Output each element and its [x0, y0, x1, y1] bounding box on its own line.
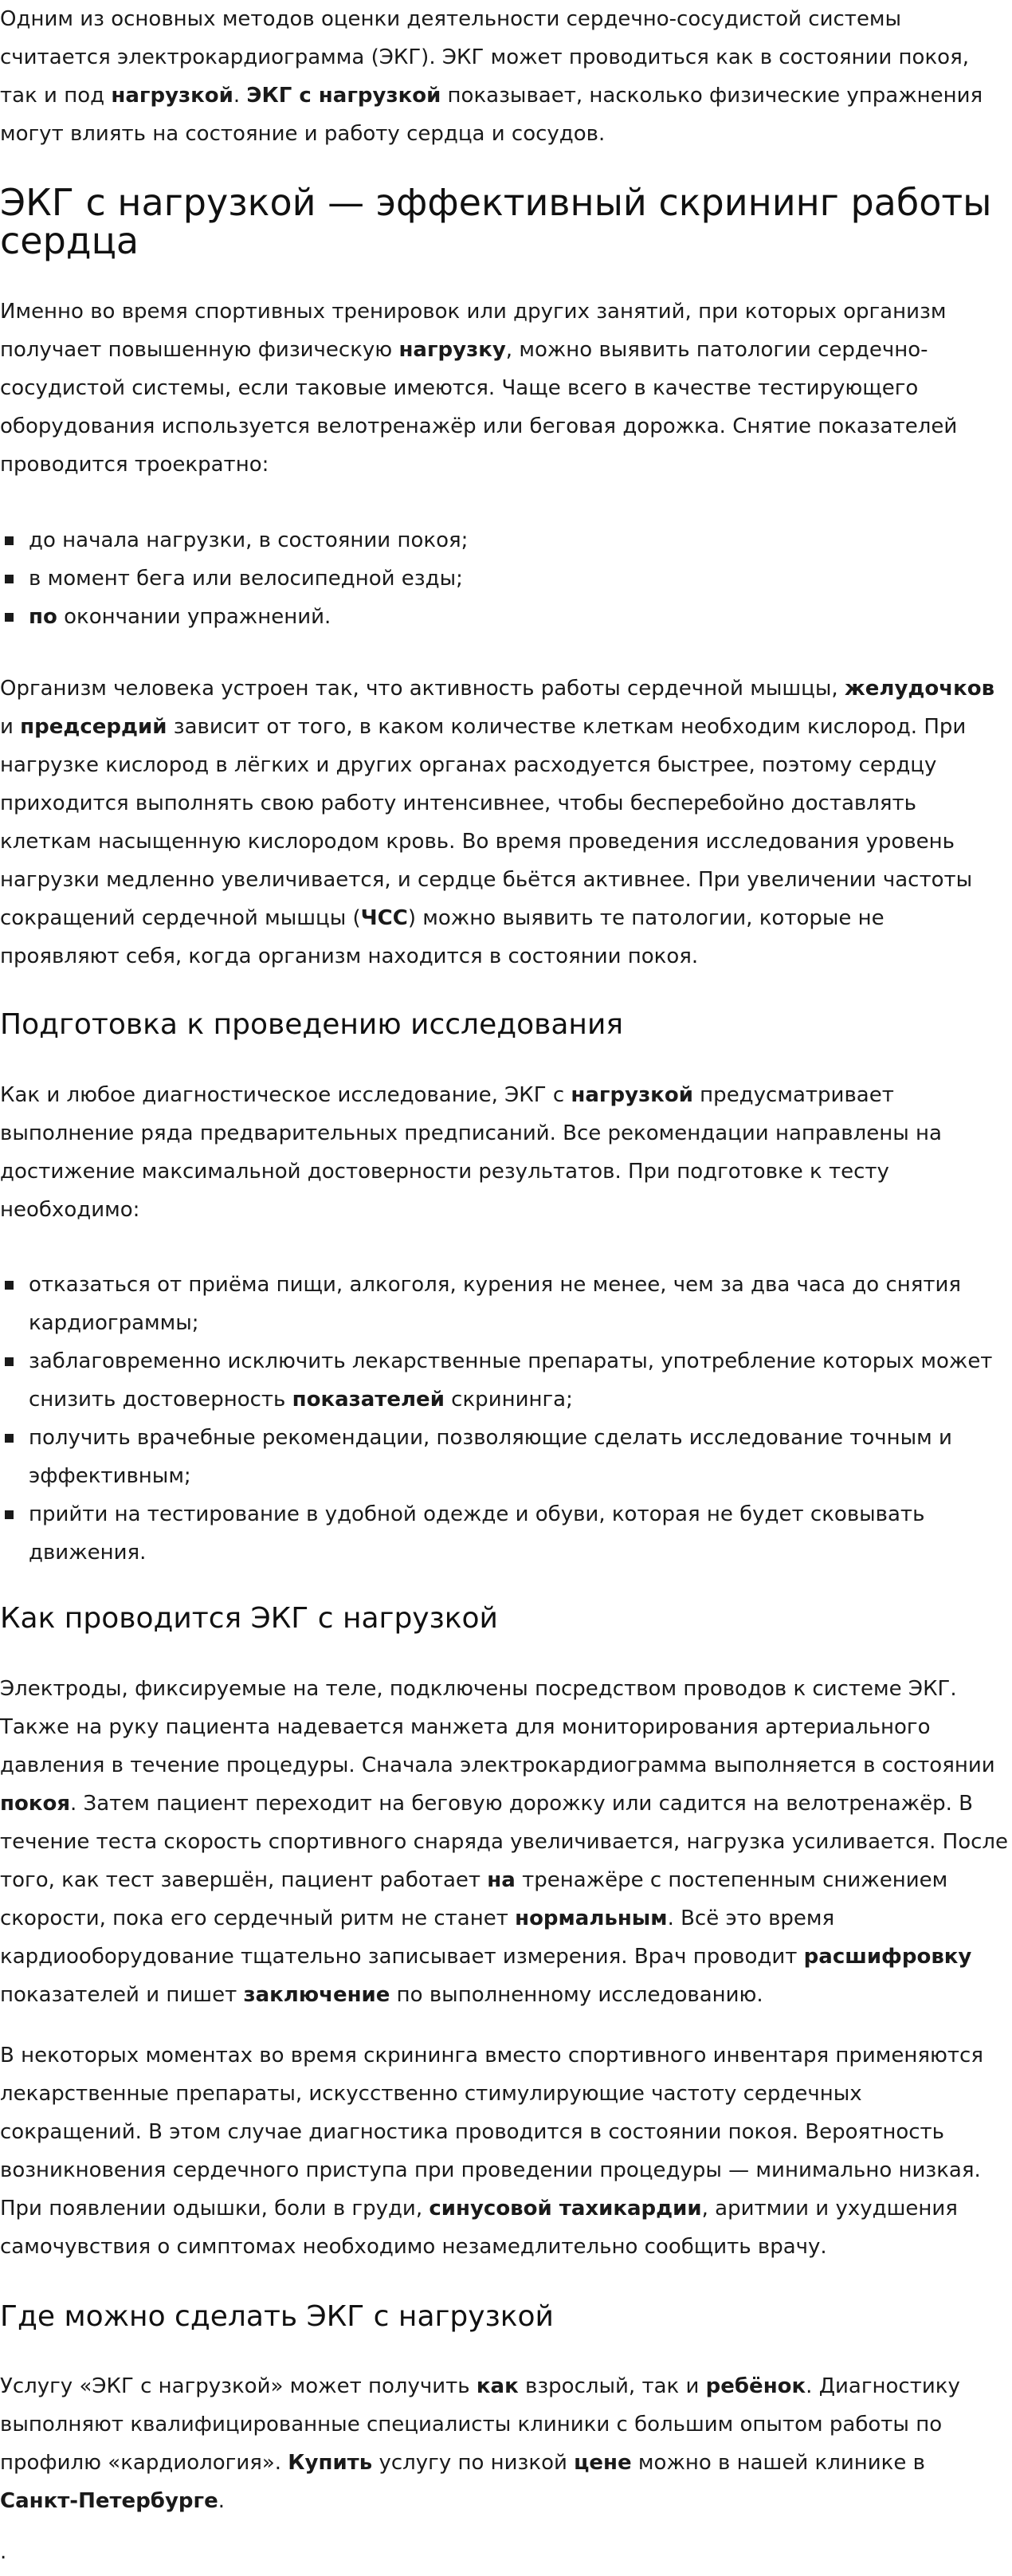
paragraph-where	[0, 2367, 1009, 2520]
bold-term: ЭКГ с нагрузкой	[246, 84, 441, 108]
intro-text: .	[233, 84, 247, 108]
bold-term: ЧСС	[360, 906, 408, 930]
paragraph-where-section	[0, 2367, 1009, 2520]
bold-term: желудочков	[844, 677, 995, 701]
list-item: до начала нагрузки, в состоянии покоя;	[0, 521, 1009, 560]
text: .	[218, 2489, 226, 2513]
list-prep	[0, 1266, 1009, 1572]
list-item: получить врачебные рекомендации, позволяющие сделать исследование точным и эффективным;	[0, 1419, 1009, 1495]
section-how	[0, 1600, 1009, 1638]
bold-term: нагрузкой	[571, 1083, 693, 1107]
section-screening	[0, 183, 1009, 260]
intro-text: показывает, насколько физические упражнения могут влиять на состояние и работу сердца и сосудов.	[0, 84, 983, 146]
text: по выполненному исследованию.	[390, 1983, 763, 2007]
bold-term: покоя	[0, 1792, 71, 1816]
text: можно в нашей клинике в	[631, 2451, 925, 2475]
text: . Диагностику выполняют квалифицированные специалисты клиники с большим опытом работы по профилю «кардиология».	[0, 2374, 960, 2475]
intro-section	[0, 0, 1009, 153]
intro-paragraph	[0, 0, 1009, 153]
paragraph-organism-section	[0, 670, 1009, 976]
list-item: прийти на тестирование в удобной одежде и обуви, которая не будет сковывать движения.	[0, 1495, 1009, 1572]
text: Как и любое диагностическое исследование, ЭКГ с	[0, 1083, 571, 1107]
bold-term: как	[476, 2374, 519, 2398]
paragraph-load	[0, 293, 1009, 484]
bold-term: по	[29, 605, 57, 629]
text: взрослый, так и	[518, 2374, 706, 2398]
text: заблаговременно исключить лекарственные препараты, употребление которых может снизить достоверность	[29, 1349, 993, 1412]
text: предусматривает выполнение ряда предварительных предписаний. Все рекомендации направлены на достижение максимальной достоверности результатов. При подготовке к тесту необходимо:	[0, 1083, 942, 1222]
paragraph-drugs-section	[0, 2036, 1009, 2266]
heading-how: Как проводится ЭКГ с нагрузкой	[0, 1602, 498, 1635]
text: Именно во время спортивных тренировок или других занятий, при которых организм получает повышенную физическую	[0, 300, 947, 362]
list-item	[0, 1342, 1009, 1419]
section-where	[0, 2298, 1009, 2336]
bold-term: расшифровку	[803, 1945, 972, 1969]
end-marker-section	[0, 2533, 1009, 2571]
bold-term: цене	[574, 2451, 632, 2475]
text: Организм человека устроен так, что активность работы сердечной мышцы,	[0, 677, 845, 701]
paragraph-how-section	[0, 1670, 1009, 2014]
text: скрининга;	[444, 1388, 573, 1412]
text: показателей и пишет	[0, 1983, 244, 2007]
paragraph-how	[0, 1670, 1009, 2014]
heading-screening: ЭКГ с нагрузкой — эффективный скрининг работы сердца	[0, 181, 992, 262]
bold-term: нагрузкой	[111, 84, 233, 108]
paragraph-organism	[0, 670, 1009, 976]
paragraph-prep	[0, 1076, 1009, 1229]
list-item	[0, 598, 1009, 636]
bold-term: нормальным	[515, 1906, 668, 1930]
text: , аритмии и ухудшения самочувствия о симптомах необходимо незамедлительно сообщить врачу.	[0, 2197, 958, 2259]
intro-text: Одним из основных методов оценки деятельности сердечно-сосудистой системы считается электрокардиограмма (ЭКГ). ЭКГ может проводиться как в состоянии покоя, так и под	[0, 7, 969, 108]
end-dot: .	[0, 2540, 7, 2564]
bold-term: Купить	[288, 2451, 373, 2475]
text: окончании упражнений.	[57, 605, 331, 629]
list-item: отказаться от приёма пищи, алкоголя, курения не менее, чем за два часа до снятия кардиограммы;	[0, 1266, 1009, 1342]
bold-term: на	[487, 1868, 516, 1892]
text: , можно выявить патологии сердечно-сосудистой системы, если таковые имеются. Чаще всего в качестве тестирующего оборудования используется велотренажёр или беговая дорожка. Снятие показателей проводится троекратно:	[0, 338, 958, 477]
list-item: в момент бега или велосипедной езды;	[0, 560, 1009, 598]
section-prep	[0, 1006, 1009, 1044]
bold-term: ребёнок	[705, 2374, 806, 2398]
paragraph-prep-section	[0, 1076, 1009, 1229]
bold-term: заключение	[243, 1983, 390, 2007]
list-measurements	[0, 521, 1009, 636]
bold-term: нагрузку	[398, 338, 506, 362]
paragraph-drugs	[0, 2036, 1009, 2266]
text: . Всё это время кардиооборудование тщательно записывает измерения. Врач проводит	[0, 1906, 835, 1969]
text: услугу по низкой	[372, 2451, 575, 2475]
heading-prep: Подготовка к проведению исследования	[0, 1008, 623, 1041]
text: зависит от того, в каком количестве клеткам необходим кислород. При нагрузке кислород в лёгких и других органах расходуется быстрее, поэтому сердцу приходится выполнять свою работу интенсивнее, чтобы бесперебойно доставлять клеткам насыщенную кислородом кровь. Во время проведения исследования уровень нагрузки медленно увеличивается, и сердце бьётся активнее. При увеличении частоты сокращений сердечной мышцы (	[0, 715, 973, 930]
text: Услугу «ЭКГ с нагрузкой» может получить	[0, 2374, 477, 2398]
section-screening-body	[0, 293, 1009, 484]
text: . Затем пациент переходит на беговую дорожку или садится на велотренажёр. В течение теста скорость спортивного снаряда увеличивается, нагрузка усиливается. После того, как тест завершён, пациент работает	[0, 1792, 1009, 1892]
text: ) можно выявить те патологии, которые не проявляют себя, когда организм находится в состоянии покоя.	[0, 906, 885, 968]
heading-where: Где можно сделать ЭКГ с нагрузкой	[0, 2300, 554, 2333]
bold-term: показателей	[292, 1388, 445, 1412]
text: и	[0, 715, 21, 739]
bold-term: предсердий	[20, 715, 167, 739]
text: В некоторых моментах во время скрининга вместо спортивного инвентаря применяются лекарственные препараты, искусственно стимулирующие частоту сердечных сокращений. В этом случае диагностика проводится в состоянии покоя. Вероятность возникновения сердечного приступа при проведении процедуры — минимально низкая. При появлении одышки, боли в груди,	[0, 2044, 983, 2221]
text: тренажёре с постепенным снижением скорости, пока его сердечный ритм не станет	[0, 1868, 948, 1930]
text: Электроды, фиксируемые на теле, подключены посредством проводов к системе ЭКГ. Также на руку пациента надевается манжета для мониторирования артериального давления в течение процедуры. Сначала электрокардиограмма выполняется в состоянии	[0, 1677, 995, 1777]
bold-term: Санкт-Петербурге	[0, 2489, 218, 2513]
bold-term: синусовой тахикардии	[429, 2197, 702, 2221]
